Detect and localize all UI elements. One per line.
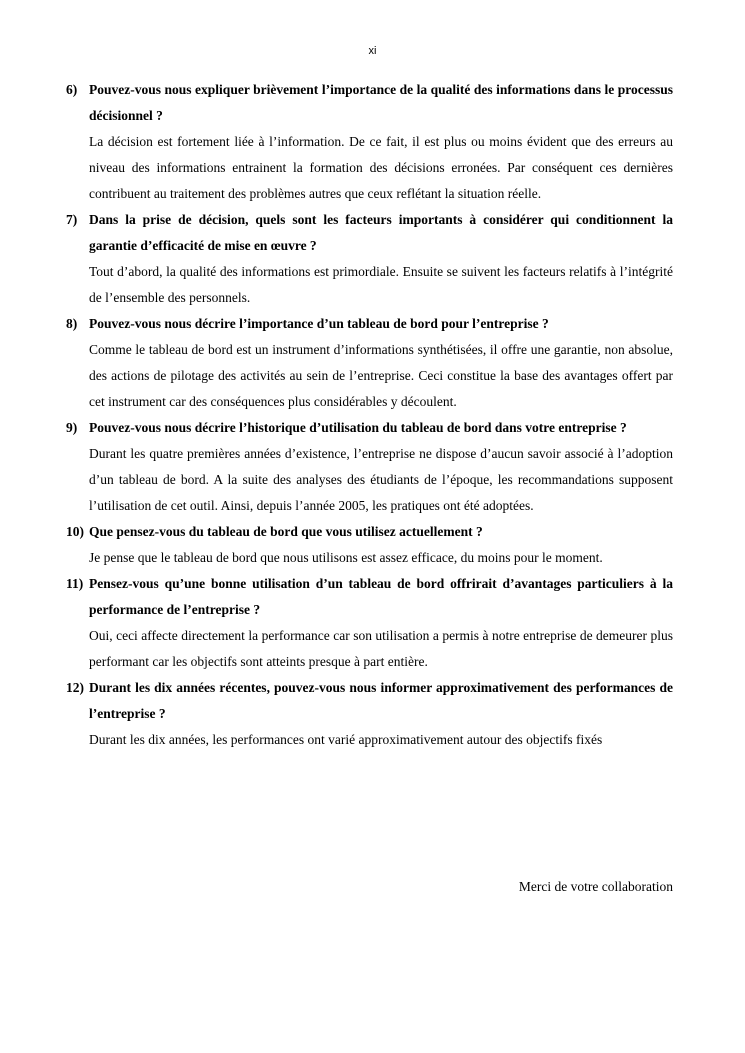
answer-text: Oui, ceci affecte directement la performance car son utilisation a permis à notre entreprise de demeurer plus performant car les objectifs sont atteints presque à part entière. [89,628,673,669]
answer-text: Tout d’abord, la qualité des informations est primordiale. Ensuite se suivent les facteurs relatifs à l’intégrité de l’ensemble des personnels. [89,264,673,305]
qa-item-9 [66,415,673,519]
answer-text: Durant les quatre premières années d’existence, l’entreprise ne dispose d’aucun savoir associé à l’adoption d’un tableau de bord. A la suite des analyses des étudiants de l’époque, les recommandations supposent l’utilisation de cet outil. Ainsi, depuis l’année 2005, les pratiques ont été adoptées. [89,446,673,513]
question-text: Durant les dix années récentes, pouvez-vous nous informer approximativement des performances de l’entreprise ? [89,680,673,721]
qa-item-12 [66,675,673,753]
qa-item-6 [66,77,673,207]
question-text: Pensez-vous qu’une bonne utilisation d’un tableau de bord offrirait d’avantages particuliers à la performance de l’entreprise ? [89,576,673,617]
question-number: 12) [66,680,84,695]
qa-item-7 [66,207,673,311]
question-text: Pouvez-vous nous décrire l’importance d’un tableau de bord pour l’entreprise ? [89,316,549,331]
answer-text: Durant les dix années, les performances ont varié approximativement autour des objectifs fixés [89,732,603,747]
answer-text: Je pense que le tableau de bord que nous utilisons est assez efficace, du moins pour le moment. [89,550,603,565]
questionnaire-list [66,77,673,753]
page-number: xi [368,45,377,57]
question-number: 7) [66,212,78,227]
question-number: 11) [66,576,84,591]
answer-text: La décision est fortement liée à l’information. De ce fait, il est plus ou moins évident que des erreurs au niveau des informations entrainent la formation des décisions erronées. Par conséquent ces dernières contribuent au traitement des problèmes autres que ceux reflétant la situation réelle. [89,134,673,201]
question-text: Dans la prise de décision, quels sont les facteurs importants à considérer qui conditionnent la garantie d’efficacité de mise en œuvre ? [89,212,673,253]
question-number: 10) [66,524,84,539]
closing-remark: Merci de votre collaboration [518,879,673,894]
question-text: Que pensez-vous du tableau de bord que vous utilisez actuellement ? [89,524,483,539]
question-number: 6) [66,82,78,97]
question-number: 9) [66,420,78,435]
question-number: 8) [66,316,78,331]
qa-item-10 [66,519,673,571]
qa-item-11 [66,571,673,675]
qa-item-8 [66,311,673,415]
question-text: Pouvez-vous nous expliquer brièvement l’importance de la qualité des informations dans le processus décisionnel ? [89,82,673,123]
question-text: Pouvez-vous nous décrire l’historique d’utilisation du tableau de bord dans votre entreprise ? [89,420,627,435]
answer-text: Comme le tableau de bord est un instrument d’informations synthétisées, il offre une garantie, non absolue, des actions de pilotage des activités au sein de l’entreprise. Ceci constitue la base des avantages offert par cet instrument car des conséquences plus considérables y découlent. [89,342,673,409]
